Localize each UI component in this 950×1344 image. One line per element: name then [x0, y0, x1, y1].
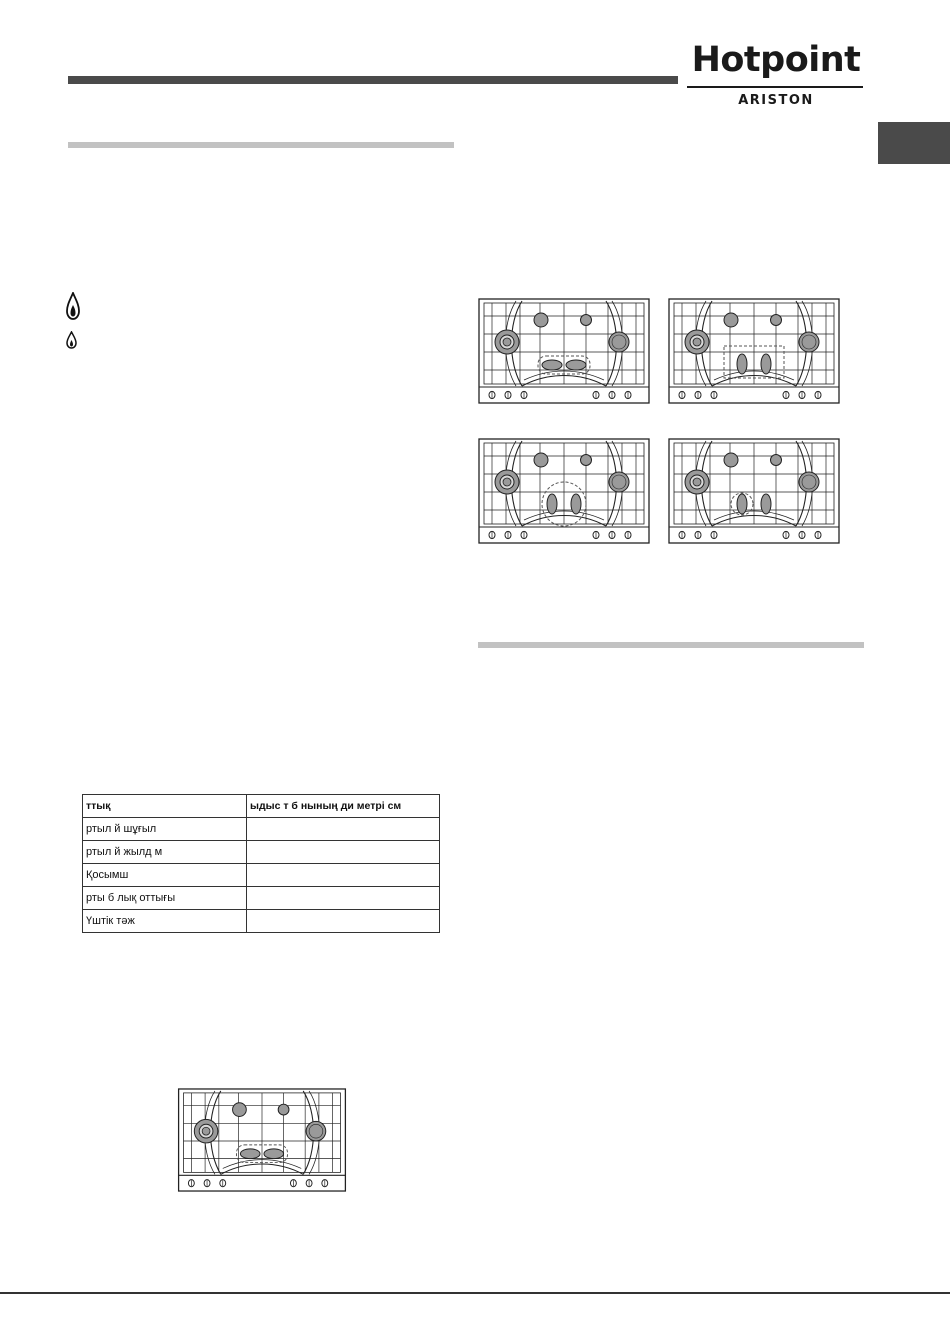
table-header-diameter: ыдыс т б нының ди метрі см	[247, 795, 440, 818]
fish-kettle-burner	[547, 494, 557, 514]
hob-diagram-small-pan-placement	[668, 438, 840, 544]
triple-crown-burner-core	[693, 338, 701, 346]
table-cell-diameter	[247, 864, 440, 887]
auxiliary-burner	[771, 455, 782, 466]
table-cell-burner: рты б лық оттығы	[83, 887, 247, 910]
table-row	[83, 864, 440, 887]
table-row	[83, 910, 440, 933]
flame-small-icon	[66, 331, 77, 349]
semi-rapid-burner	[534, 313, 548, 327]
table-cell-burner: ртыл й жылд м	[83, 841, 247, 864]
footer-rule	[0, 1292, 950, 1294]
fish-kettle-burner	[737, 494, 747, 514]
fish-kettle-burner	[542, 360, 562, 370]
fish-kettle-burner	[761, 494, 771, 514]
triple-crown-burner-core	[202, 1127, 210, 1135]
table-row	[83, 841, 440, 864]
flame-large-icon	[66, 292, 80, 320]
hob-diagram-large-pan-placement	[478, 438, 650, 544]
header-rule	[68, 76, 678, 84]
brand-logo-name: Hotpoint	[691, 40, 861, 80]
semi-rapid-burner	[534, 453, 548, 467]
auxiliary-burner	[581, 315, 592, 326]
section-rule-left	[68, 142, 454, 148]
section-rule-right	[478, 642, 864, 648]
triple-crown-burner-core	[503, 338, 511, 346]
brand-logo-divider	[687, 86, 863, 88]
table-cell-burner: ртыл й шұғыл	[83, 818, 247, 841]
table-header-row	[83, 795, 440, 818]
table-header-burner: ттық	[83, 795, 247, 818]
auxiliary-burner	[771, 315, 782, 326]
table-cell-diameter	[247, 841, 440, 864]
fish-kettle-burner	[761, 354, 771, 374]
fish-kettle-burner	[571, 494, 581, 514]
table-row	[83, 818, 440, 841]
brand-logo-subtitle: ARISTON	[738, 93, 814, 108]
table-cell-burner: Қосымш	[83, 864, 247, 887]
fish-kettle-burner	[240, 1149, 260, 1159]
auxiliary-burner	[278, 1104, 289, 1115]
triple-crown-burner-core	[693, 478, 701, 486]
fish-kettle-burner	[737, 354, 747, 374]
auxiliary-burner	[581, 455, 592, 466]
fish-kettle-burner	[566, 360, 586, 370]
table-cell-diameter	[247, 910, 440, 933]
hob-diagram-vertical-placement	[668, 298, 840, 404]
language-tab	[878, 122, 950, 164]
fish-kettle-burner	[264, 1149, 284, 1159]
table-cell-burner: Үштік тәж	[83, 910, 247, 933]
hob-diagram-wok-reference	[176, 1088, 348, 1192]
triple-crown-burner-core	[503, 478, 511, 486]
semi-rapid-burner	[233, 1103, 247, 1117]
table-cell-diameter	[247, 818, 440, 841]
hob-diagram-wok-placement	[478, 298, 650, 404]
table-cell-diameter	[247, 887, 440, 910]
semi-rapid-burner	[724, 313, 738, 327]
table-row	[83, 887, 440, 910]
burner-diameter-table	[82, 794, 440, 933]
semi-rapid-burner	[724, 453, 738, 467]
